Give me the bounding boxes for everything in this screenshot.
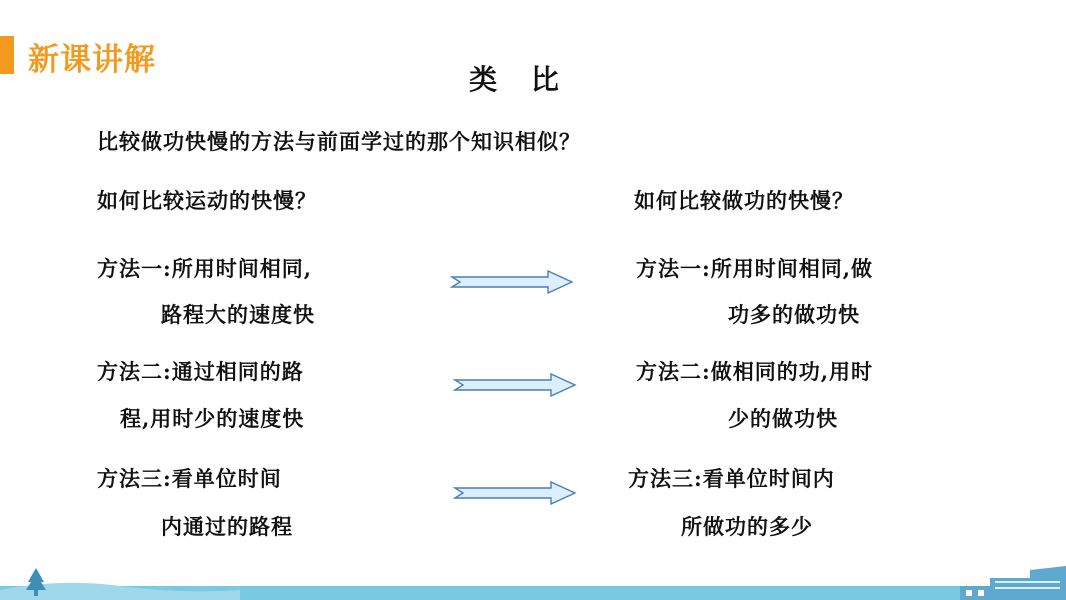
arrow-right-icon [450, 270, 574, 294]
footer-scenery [0, 560, 1066, 600]
arrow-right-icon [453, 481, 577, 505]
left-heading: 如何比较运动的快慢？ [97, 188, 317, 213]
building-icon [960, 566, 1066, 600]
right-method2-line1: 方法二:做相同的功,用时 [636, 359, 874, 384]
right-method1-line2: 功多的做功快 [728, 302, 860, 327]
right-heading: 如何比较做功的快慢？ [634, 188, 854, 213]
left-method3-line1: 方法三:看单位时间 [97, 466, 282, 491]
left-method1-line1: 方法一:所用时间相同, [97, 256, 313, 281]
right-method3-line1: 方法三:看单位时间内 [628, 466, 835, 491]
section-title: 新课讲解 [28, 42, 156, 78]
arrow-right-icon [453, 373, 577, 397]
right-method1-line1: 方法一:所用时间相同,做 [636, 256, 874, 281]
right-method2-line2: 少的做功快 [728, 406, 838, 431]
left-method1-line2: 路程大的速度快 [161, 302, 315, 327]
left-method2-line1: 方法二:通过相同的路 [97, 359, 304, 384]
left-method2-line2: 程,用时少的速度快 [120, 406, 305, 431]
question-text: 比较做功快慢的方法与前面学过的那个知识相似？ [97, 129, 581, 154]
right-method3-line2: 所做功的多少 [681, 514, 813, 539]
left-method3-line2: 内通过的路程 [161, 514, 293, 539]
slide-title: 类 比 [469, 63, 571, 96]
